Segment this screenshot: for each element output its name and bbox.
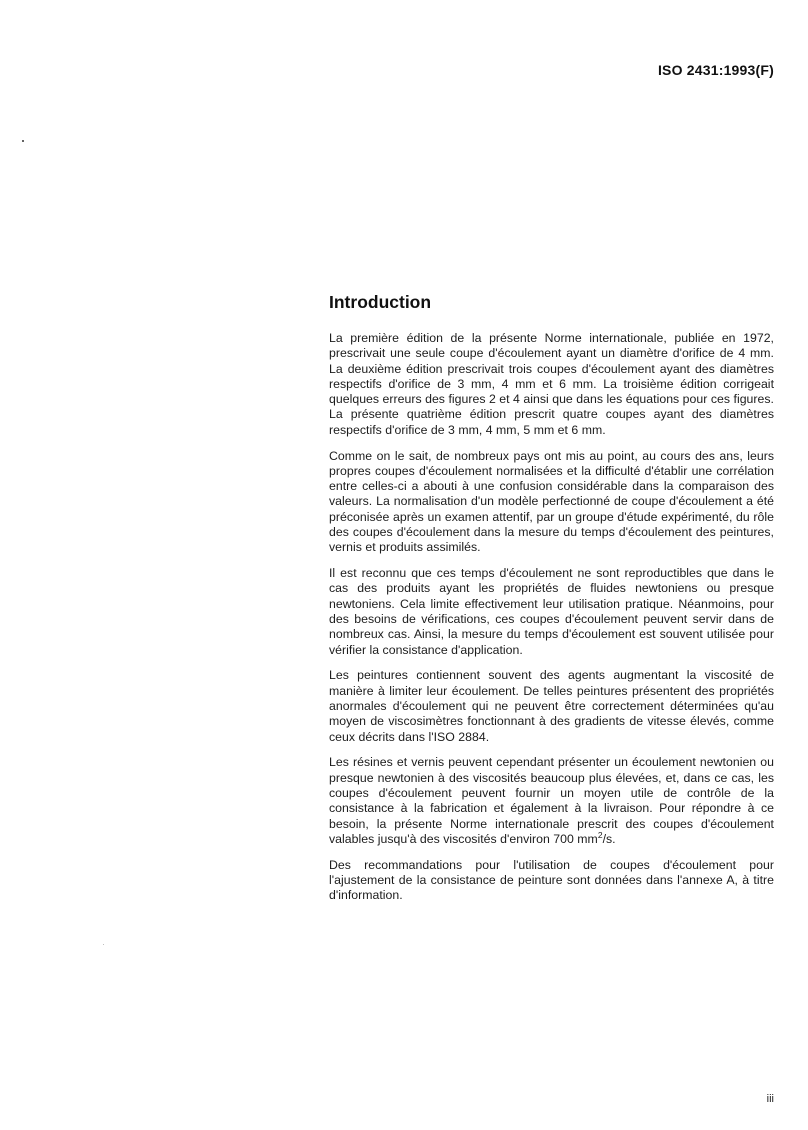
standard-reference: ISO 2431:1993(F): [657, 62, 774, 78]
paragraph-5-superscript: 2: [597, 829, 603, 840]
paragraph-4: Les peintures contiennent souvent des agents augmentant la viscosité de manière à limiter leur écoulement. De telles peintures présentent des propriétés anormales d'écoulement qui ne peuvent être correctement déterminées qu'au moyen de viscosimètres fonctionnant à des gradients de vitesse élevés, comme ceux décrits dans l'ISO 2884.: [329, 668, 774, 744]
scan-speck: [22, 140, 24, 142]
scan-speck: [103, 944, 104, 945]
paragraph-5: [329, 755, 774, 847]
paragraph-1: La première édition de la présente Norme internationale, publiée en 1972, prescrivait une seule coupe d'écoulement ayant un diamètre d'orifice de 4 mm. La deuxième édition prescrivait trois coupes d'écoulement ayant des diamètres respectifs d'orifice de 3 mm, 4 mm et 6 mm. La troisième édition corrigeait quelques erreurs des figures 2 et 4 ainsi que dans les équations pour ces figures. La présente quatrième édition prescrit quatre coupes ayant des diamètres respectifs d'orifice de 3 mm, 4 mm, 5 mm et 6 mm.: [329, 331, 774, 437]
page-number: iii: [766, 1093, 774, 1105]
paragraph-5-suffix: /s.: [602, 831, 616, 846]
paragraph-5-text: Les résines et vernis peuvent cependant présenter un écoulement newtonien ou presque newtonien à des viscosités beaucoup plus élevées, et, dans ce cas, les coupes d'écoulement peuvent fournir un moyen utile de contrôle de la consistance à la fabrication et également à la livraison. Pour répondre à ce besoin, la présente Norme internationale prescrit des coupes d'écoulement valables jusqu'à des viscosités d'environ 700 mm: [329, 755, 774, 846]
introduction-section: [329, 292, 774, 914]
section-title: Introduction: [329, 292, 432, 312]
paragraph-6: Des recommandations pour l'utilisation de coupes d'écoulement pour l'ajustement de la consistance de peinture sont données dans l'annexe A, à titre d'information.: [329, 857, 774, 903]
paragraph-2: Comme on le sait, de nombreux pays ont mis au point, au cours des ans, leurs propres coupes d'écoulement normalisées et la difficulté d'établir une corrélation entre celles-ci a abouti à une confusion considérable dans la comparaison des valeurs. La normalisation d'un modèle perfectionné de coupe d'écoulement a été préconisée après un examen attentif, par un groupe d'étude expérimenté, du rôle des coupes d'écoulement dans la mesure du temps d'écoulement des peintures, vernis et produits assimilés.: [329, 448, 774, 555]
paragraph-3: Il est reconnu que ces temps d'écoulement ne sont reproductibles que dans le cas des produits ayant les propriétés de fluides newtoniens ou presque newtoniens. Cela limite effectivement leur utilisation pratique. Néanmoins, pour des besoins de vérifications, ces coupes d'écoulement peuvent servir dans de nombreux cas. Ainsi, la mesure du temps d'écoulement est souvent utilisée pour vérifier la consistance d'application.: [329, 566, 774, 657]
